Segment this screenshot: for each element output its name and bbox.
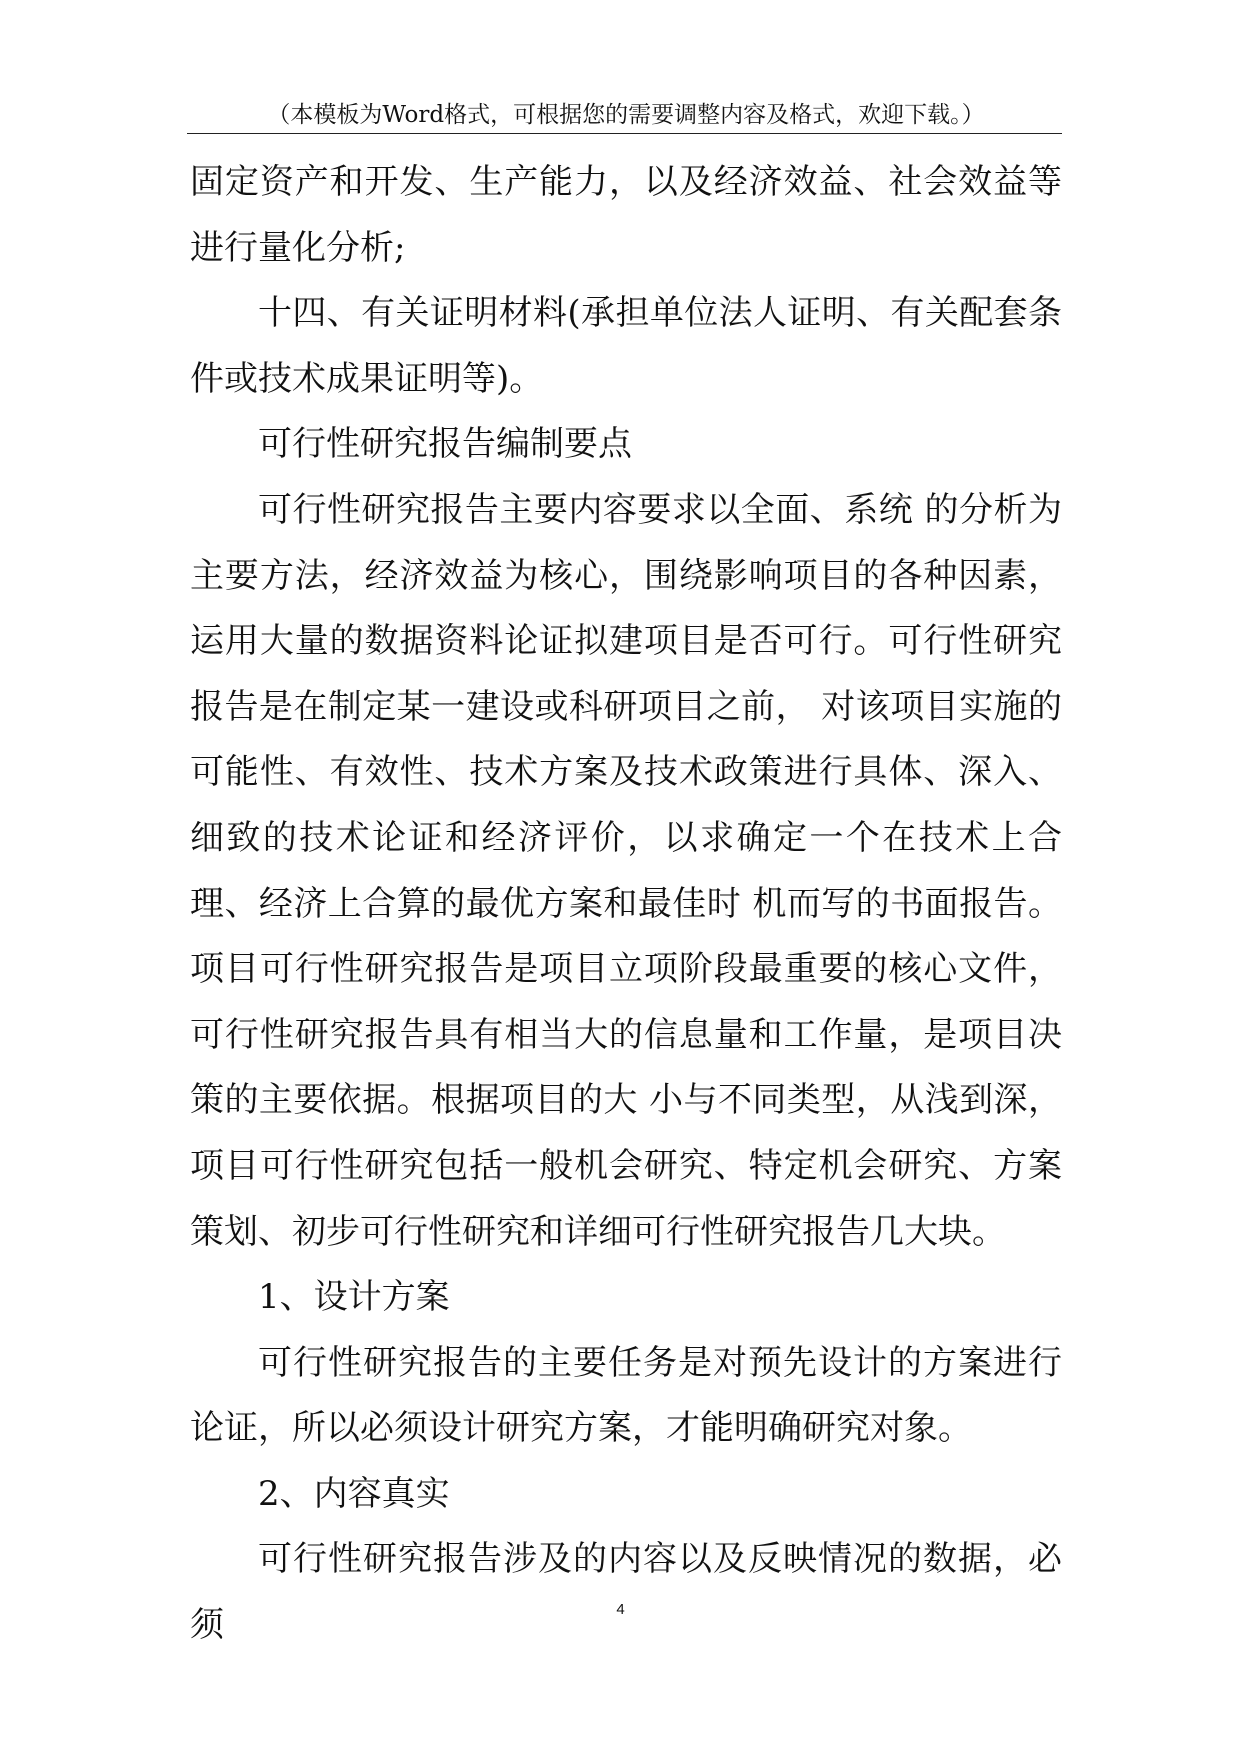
body-paragraph: 十四、有关证明材料(承担单位法人证明、有关配套条件或技术成果证明等)。 bbox=[190, 293, 1062, 399]
body-paragraph: 可行性研究报告涉及的内容以及反映情况的数据，必须 bbox=[190, 1539, 1062, 1646]
header-divider bbox=[187, 133, 1062, 134]
body-paragraph: 固定资产和开发、生产能力，以及经济效益、社会效益等进行量化分析; bbox=[190, 162, 1062, 268]
page-number: 4 bbox=[616, 1601, 625, 1618]
page-header-note: （本模板为Word格式，可根据您的需要调整内容及格式，欢迎下载。） bbox=[267, 102, 985, 128]
document-body bbox=[190, 150, 1062, 1659]
body-paragraph: 2、内容真实 bbox=[258, 1473, 450, 1514]
body-paragraph: 可行性研究报告编制要点 bbox=[258, 424, 632, 465]
body-paragraph: 可行性研究报告的主要任务是对预先设计的方案进行论证，所以必须设计研究方案，才能明确研究对象。 bbox=[190, 1342, 1062, 1449]
body-paragraph: 可行性研究报告主要内容要求以全面、系统 的分析为主要方法，经济效益为核心，围绕影响项目的各种因素，运用大量的数据资料论证拟建项目是否可行。可行性研究报告是在制定某一建设或科研项目之前， 对该项目实施的可能性、有效性、技术方案及技术政策进行具体、深入、细致的技术论证和经济评价，以求确定一个在技术上合理、经济上合算的最优方案和最佳时 机而写的书面报告。项目可行性研究报告是项目立项阶段最重要的核心文件，可行性研究报告具有相当大的信息量和工作量，是项目决策的主要依据。根据项目的大 小与不同类型，从浅到深，项目可行性研究包括一般机会研究、特定机会研究、方案策划、初步可行性研究和详细可行性研究报告几大块。 bbox=[190, 489, 1062, 1252]
body-paragraph: 1、设计方案 bbox=[258, 1277, 450, 1318]
